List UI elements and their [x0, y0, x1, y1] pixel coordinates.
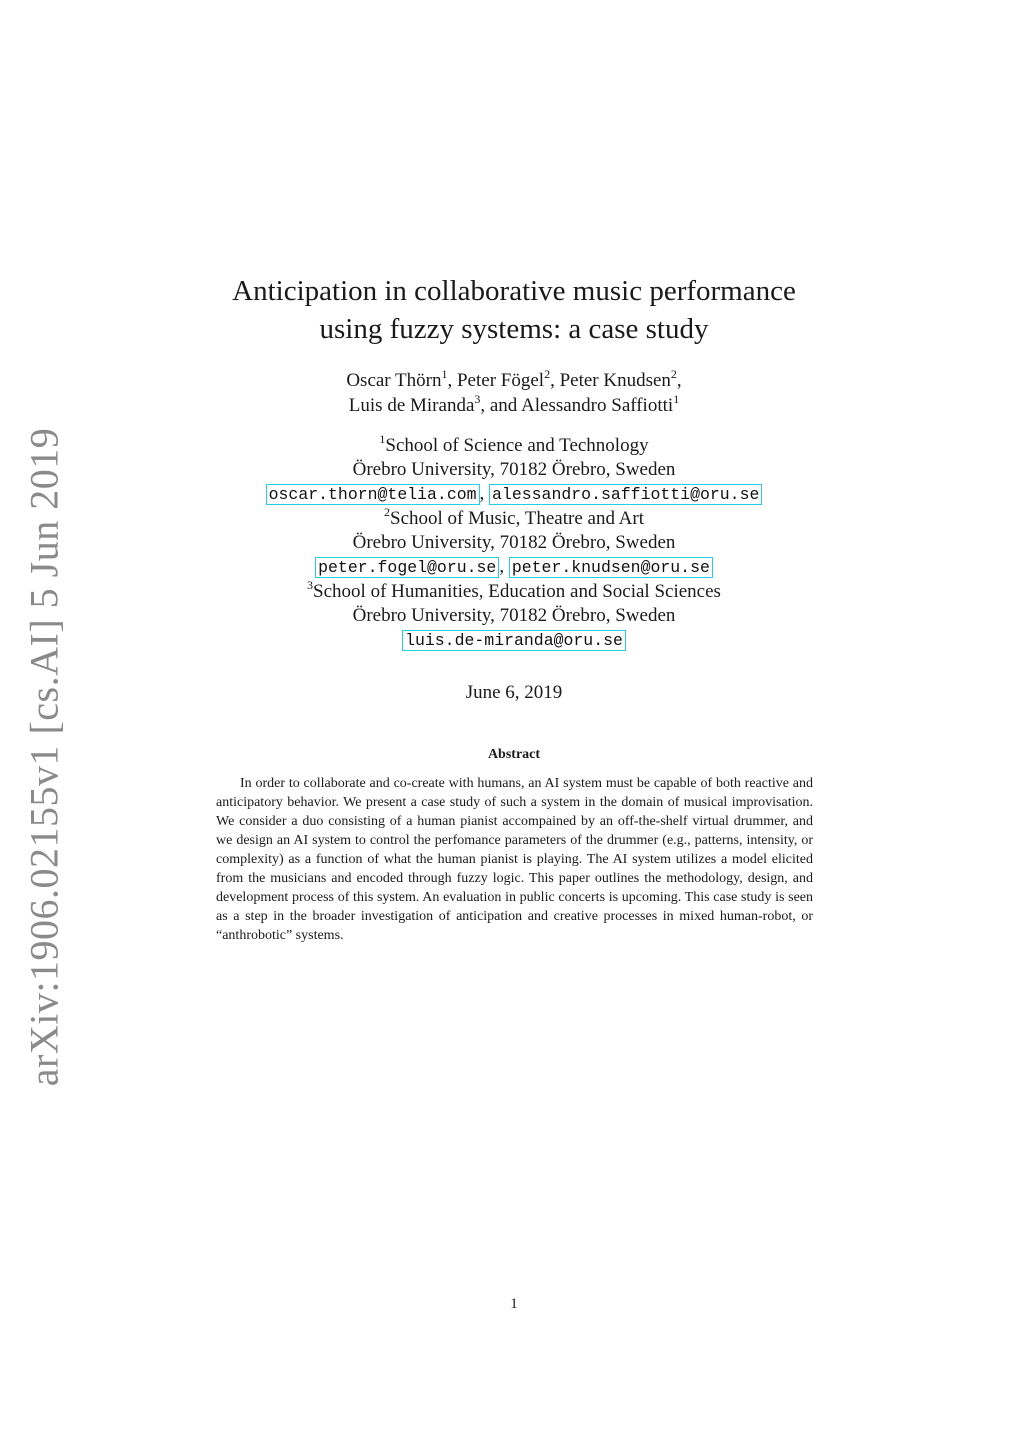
paper-date: June 6, 2019: [465, 682, 563, 703]
affiliation-school: [114, 504, 914, 531]
affiliation-block: [114, 431, 914, 653]
affiliation-address: Örebro University, 70182 Örebro, Sweden: [352, 532, 676, 553]
affiliation-emails: [114, 482, 914, 507]
email-separator: ,: [479, 483, 490, 504]
affiliation-school: [114, 577, 914, 604]
author-name: Peter Knudsen: [559, 370, 671, 391]
affiliation-school: [114, 431, 914, 458]
arxiv-identifier-stamp: arXiv:1906.02155v1 [cs.AI] 5 Jun 2019: [21, 427, 67, 1087]
email-link[interactable]: alessandro.saffiotti@oru.se: [489, 484, 762, 505]
author-name: Peter Fögel: [456, 370, 545, 391]
author-name: Oscar Thörn: [346, 370, 442, 391]
author-affiliation-mark: 2: [670, 366, 677, 381]
author-name: Alessandro Saffiotti: [521, 395, 674, 416]
author-line-2: [114, 393, 914, 418]
author-affiliation-mark: 2: [544, 366, 551, 381]
author-separator: ,: [550, 370, 560, 391]
affiliation-mark: 3: [307, 577, 314, 592]
affiliation-address: Örebro University, 70182 Örebro, Sweden: [352, 605, 676, 626]
abstract-text: In order to collaborate and co-create with humans, an AI system must be capable of both reactive and anticipatory behavior. We present a case study of such a system in the domain of musical improvisation. We consider a duo consisting of a human pianist accompained by an off-the-shelf virtual drummer, and we design an AI system to control the perfomance parameters of the drummer (e.g., patterns, intensity, or complexity) as a function of what the human pianist is playing. The AI system utilizes a model elicited from the musicians and encoded through fuzzy logic. This paper outlines the methodology, design, and development process of this system. An evaluation in public concerts is upcoming. This case study is seen as a step in the broader investigation of anticipation and creative processes in mixed human-robot, or “anthrobotic” systems.: [216, 776, 813, 943]
author-line-1: [114, 368, 914, 393]
affiliation-emails: [114, 628, 914, 653]
email-link[interactable]: peter.knudsen@oru.se: [509, 557, 713, 578]
affiliation-mark: 1: [379, 431, 386, 446]
affiliation-address: Örebro University, 70182 Örebro, Sweden: [352, 459, 676, 480]
email-separator: ,: [499, 556, 509, 577]
page-number: 1: [510, 1296, 518, 1312]
affiliation-school-name: School of Science and Technology: [385, 435, 649, 456]
author-separator: ,: [447, 370, 457, 391]
affiliation-mark: 2: [384, 504, 390, 519]
author-affiliation-mark: 1: [441, 366, 448, 381]
email-link[interactable]: oscar.thorn@telia.com: [266, 484, 480, 505]
email-link[interactable]: peter.fogel@oru.se: [315, 557, 499, 578]
author-separator: , and: [480, 395, 522, 416]
abstract-heading: Abstract: [487, 747, 541, 762]
author-affiliation-mark: 1: [673, 391, 680, 406]
title-line-2: using fuzzy systems: a case study: [319, 313, 709, 345]
affiliation-school-name: School of Humanities, Education and Social Sciences: [313, 581, 721, 602]
affiliation-emails: [114, 555, 914, 580]
author-separator: ,: [676, 370, 682, 391]
email-link[interactable]: luis.de-miranda@oru.se: [402, 630, 626, 651]
author-name: Luis de Miranda: [348, 395, 475, 416]
author-affiliation-mark: 3: [474, 391, 481, 406]
paper-title: [114, 272, 914, 348]
title-line-1: Anticipation in collaborative music performance: [232, 275, 796, 307]
affiliation-school-name: School of Music, Theatre and Art: [390, 508, 644, 529]
author-list: [114, 368, 914, 418]
